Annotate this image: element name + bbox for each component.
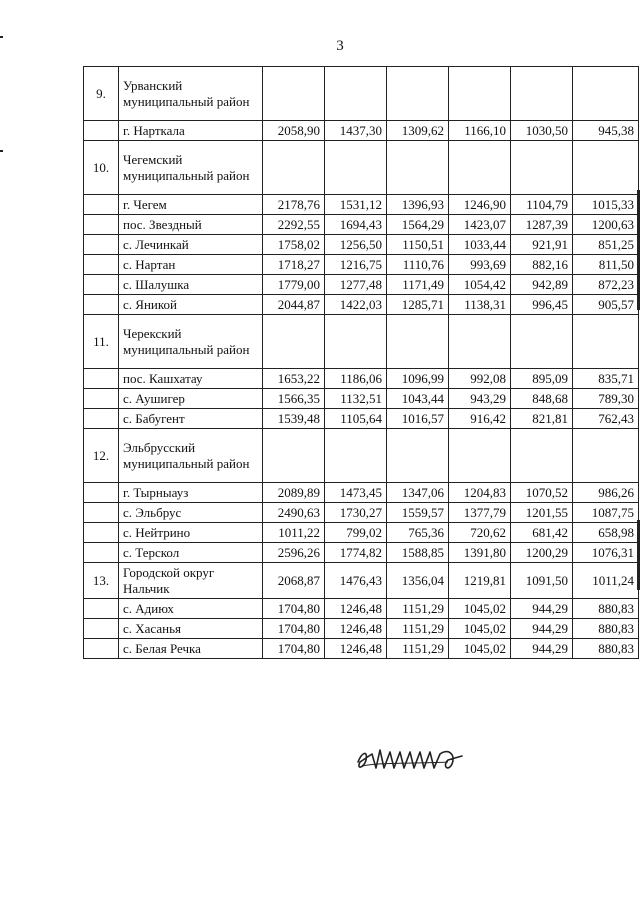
value-cell: 1151,29: [387, 599, 449, 619]
locality-name: Черекский муниципальный район: [119, 315, 263, 369]
value-cell: 2068,87: [263, 563, 325, 599]
row-number: 11.: [84, 315, 119, 369]
locality-name: с. Яникой: [119, 295, 263, 315]
value-cell: 1219,81: [449, 563, 511, 599]
value-cell: 993,69: [449, 255, 511, 275]
value-cell: 1473,45: [325, 483, 387, 503]
value-cell: [511, 67, 573, 121]
value-cell: 880,83: [573, 599, 639, 619]
value-cell: 1201,55: [511, 503, 573, 523]
value-cell: [387, 67, 449, 121]
district-row: [84, 563, 639, 599]
value-cell: 1104,79: [511, 195, 573, 215]
value-cell: 1150,51: [387, 235, 449, 255]
value-cell: [325, 141, 387, 195]
value-cell: 992,08: [449, 369, 511, 389]
row-number: 10.: [84, 141, 119, 195]
row-number: [84, 369, 119, 389]
value-cell: 720,62: [449, 523, 511, 543]
value-cell: [263, 141, 325, 195]
value-cell: 882,16: [511, 255, 573, 275]
locality-name: Городской округ Нальчик: [119, 563, 263, 599]
district-row: [84, 315, 639, 369]
value-cell: 762,43: [573, 409, 639, 429]
value-cell: 1132,51: [325, 389, 387, 409]
table-row: [84, 523, 639, 543]
value-cell: [325, 67, 387, 121]
locality-name: пос. Кашхатау: [119, 369, 263, 389]
value-cell: 1138,31: [449, 295, 511, 315]
value-cell: 1566,35: [263, 389, 325, 409]
value-cell: 1704,80: [263, 619, 325, 639]
row-number: [84, 409, 119, 429]
value-cell: 1704,80: [263, 599, 325, 619]
value-cell: 880,83: [573, 639, 639, 659]
value-cell: 1246,48: [325, 599, 387, 619]
locality-name: с. Лечинкай: [119, 235, 263, 255]
value-cell: 1043,44: [387, 389, 449, 409]
value-cell: 996,45: [511, 295, 573, 315]
value-cell: 1476,43: [325, 563, 387, 599]
value-cell: 921,91: [511, 235, 573, 255]
row-number: [84, 389, 119, 409]
value-cell: 1246,90: [449, 195, 511, 215]
value-cell: 944,29: [511, 599, 573, 619]
table-row: [84, 121, 639, 141]
value-cell: [263, 67, 325, 121]
table-row: [84, 543, 639, 563]
value-cell: 1200,29: [511, 543, 573, 563]
value-cell: 821,81: [511, 409, 573, 429]
value-cell: 1704,80: [263, 639, 325, 659]
value-cell: 1391,80: [449, 543, 511, 563]
value-cell: 799,02: [325, 523, 387, 543]
locality-name: с. Бабугент: [119, 409, 263, 429]
value-cell: 1653,22: [263, 369, 325, 389]
value-cell: [325, 429, 387, 483]
value-cell: 905,57: [573, 295, 639, 315]
value-cell: 986,26: [573, 483, 639, 503]
locality-name: с. Адиюх: [119, 599, 263, 619]
row-number: [84, 215, 119, 235]
value-cell: 944,29: [511, 639, 573, 659]
value-cell: 1110,76: [387, 255, 449, 275]
value-cell: 1779,00: [263, 275, 325, 295]
value-cell: 1204,83: [449, 483, 511, 503]
value-cell: 1016,57: [387, 409, 449, 429]
table-row: [84, 503, 639, 523]
value-cell: 916,42: [449, 409, 511, 429]
value-cell: 1186,06: [325, 369, 387, 389]
row-number: [84, 483, 119, 503]
table-row: [84, 369, 639, 389]
locality-name: г. Чегем: [119, 195, 263, 215]
table-row: [84, 195, 639, 215]
locality-name: с. Нартан: [119, 255, 263, 275]
value-cell: 1588,85: [387, 543, 449, 563]
value-cell: 835,71: [573, 369, 639, 389]
value-cell: 2089,89: [263, 483, 325, 503]
table-row: [84, 639, 639, 659]
value-cell: [325, 315, 387, 369]
locality-name: пос. Звездный: [119, 215, 263, 235]
value-cell: [263, 429, 325, 483]
locality-name: с. Хасанья: [119, 619, 263, 639]
locality-name: с. Терскол: [119, 543, 263, 563]
value-cell: 1718,27: [263, 255, 325, 275]
value-cell: 1011,22: [263, 523, 325, 543]
value-cell: 811,50: [573, 255, 639, 275]
scan-mark: [0, 36, 3, 38]
value-cell: [573, 141, 639, 195]
value-cell: 1539,48: [263, 409, 325, 429]
value-cell: [573, 67, 639, 121]
value-cell: [263, 315, 325, 369]
value-cell: 1166,10: [449, 121, 511, 141]
value-cell: 1285,71: [387, 295, 449, 315]
value-cell: [511, 141, 573, 195]
value-cell: 658,98: [573, 523, 639, 543]
value-cell: 1246,48: [325, 619, 387, 639]
value-cell: 1287,39: [511, 215, 573, 235]
value-cell: 1730,27: [325, 503, 387, 523]
value-cell: [387, 315, 449, 369]
value-cell: [387, 429, 449, 483]
value-cell: 1246,48: [325, 639, 387, 659]
row-number: [84, 543, 119, 563]
locality-name: с. Эльбрус: [119, 503, 263, 523]
value-cell: 2178,76: [263, 195, 325, 215]
scan-mark: [0, 150, 3, 152]
locality-name: с. Шалушка: [119, 275, 263, 295]
table-row: [84, 215, 639, 235]
value-cell: 2292,55: [263, 215, 325, 235]
value-cell: 1151,29: [387, 639, 449, 659]
value-cell: 1015,33: [573, 195, 639, 215]
row-number: [84, 195, 119, 215]
table-row: [84, 235, 639, 255]
value-cell: [573, 429, 639, 483]
value-cell: 943,29: [449, 389, 511, 409]
table-row: [84, 255, 639, 275]
table-row: [84, 619, 639, 639]
value-cell: 1256,50: [325, 235, 387, 255]
value-cell: 1309,62: [387, 121, 449, 141]
value-cell: 1096,99: [387, 369, 449, 389]
value-cell: 789,30: [573, 389, 639, 409]
row-number: [84, 295, 119, 315]
page-number: 3: [336, 38, 344, 54]
locality-name: Эльбрусский муниципальный район: [119, 429, 263, 483]
value-cell: 765,36: [387, 523, 449, 543]
value-cell: 2044,87: [263, 295, 325, 315]
row-number: [84, 121, 119, 141]
value-cell: 1105,64: [325, 409, 387, 429]
value-cell: 1054,42: [449, 275, 511, 295]
value-cell: 848,68: [511, 389, 573, 409]
value-cell: 1045,02: [449, 619, 511, 639]
value-cell: 945,38: [573, 121, 639, 141]
value-cell: 1347,06: [387, 483, 449, 503]
value-cell: 1030,50: [511, 121, 573, 141]
value-cell: [449, 141, 511, 195]
value-cell: [449, 429, 511, 483]
row-number: 12.: [84, 429, 119, 483]
value-cell: 1076,31: [573, 543, 639, 563]
value-cell: 1377,79: [449, 503, 511, 523]
table-row: [84, 275, 639, 295]
value-cell: 1045,02: [449, 639, 511, 659]
value-cell: 2490,63: [263, 503, 325, 523]
locality-name: с. Белая Речка: [119, 639, 263, 659]
row-number: [84, 639, 119, 659]
locality-name: с. Нейтрино: [119, 523, 263, 543]
row-number: [84, 255, 119, 275]
value-cell: 1694,43: [325, 215, 387, 235]
rates-table: [83, 66, 639, 659]
value-cell: 1356,04: [387, 563, 449, 599]
value-cell: 2058,90: [263, 121, 325, 141]
value-cell: 1151,29: [387, 619, 449, 639]
value-cell: 1216,75: [325, 255, 387, 275]
value-cell: 872,23: [573, 275, 639, 295]
value-cell: 1171,49: [387, 275, 449, 295]
value-cell: [449, 315, 511, 369]
row-number: 13.: [84, 563, 119, 599]
row-number: [84, 275, 119, 295]
locality-name: г. Нарткала: [119, 121, 263, 141]
locality-name: Урванский муниципальный район: [119, 67, 263, 121]
row-number: 9.: [84, 67, 119, 121]
value-cell: 1011,24: [573, 563, 639, 599]
value-cell: 1564,29: [387, 215, 449, 235]
district-row: [84, 67, 639, 121]
value-cell: 1774,82: [325, 543, 387, 563]
row-number: [84, 599, 119, 619]
value-cell: 1045,02: [449, 599, 511, 619]
locality-name: Чегемский муниципальный район: [119, 141, 263, 195]
locality-name: г. Тырныауз: [119, 483, 263, 503]
value-cell: 1423,07: [449, 215, 511, 235]
value-cell: 895,09: [511, 369, 573, 389]
locality-name: с. Аушигер: [119, 389, 263, 409]
signature-drawing: [352, 740, 472, 780]
value-cell: 2596,26: [263, 543, 325, 563]
value-cell: 851,25: [573, 235, 639, 255]
signature: [352, 740, 472, 785]
value-cell: 880,83: [573, 619, 639, 639]
value-cell: 1559,57: [387, 503, 449, 523]
value-cell: 1200,63: [573, 215, 639, 235]
value-cell: 681,42: [511, 523, 573, 543]
value-cell: 1277,48: [325, 275, 387, 295]
row-number: [84, 523, 119, 543]
value-cell: 944,29: [511, 619, 573, 639]
value-cell: 1531,12: [325, 195, 387, 215]
value-cell: 1396,93: [387, 195, 449, 215]
value-cell: 1033,44: [449, 235, 511, 255]
value-cell: [573, 315, 639, 369]
value-cell: 1422,03: [325, 295, 387, 315]
district-row: [84, 429, 639, 483]
district-row: [84, 141, 639, 195]
value-cell: 1091,50: [511, 563, 573, 599]
table-row: [84, 483, 639, 503]
table-row: [84, 409, 639, 429]
row-number: [84, 235, 119, 255]
table-row: [84, 599, 639, 619]
row-number: [84, 503, 119, 523]
table-row: [84, 389, 639, 409]
row-number: [84, 619, 119, 639]
value-cell: 1758,02: [263, 235, 325, 255]
value-cell: [449, 67, 511, 121]
value-cell: [511, 315, 573, 369]
value-cell: 1070,52: [511, 483, 573, 503]
value-cell: 1087,75: [573, 503, 639, 523]
value-cell: [511, 429, 573, 483]
table-row: [84, 295, 639, 315]
value-cell: 942,89: [511, 275, 573, 295]
value-cell: 1437,30: [325, 121, 387, 141]
value-cell: [387, 141, 449, 195]
